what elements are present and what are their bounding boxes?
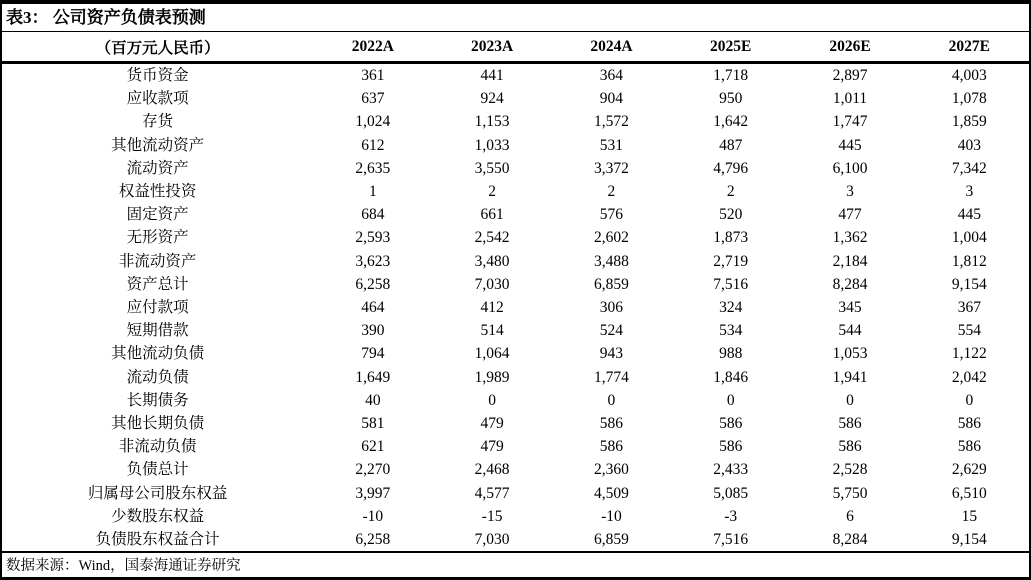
row-label: 应付款项	[126, 299, 189, 317]
column-header-2025e: 2025E	[671, 32, 790, 63]
value-cell: 943	[599, 345, 624, 363]
value-cell: 621	[361, 438, 385, 456]
value-cell: 514	[480, 322, 504, 340]
table-row	[2, 63, 1029, 88]
value-cell: 6,859	[593, 531, 629, 549]
balance-sheet-table	[2, 32, 1029, 551]
value-cell: 3	[965, 183, 974, 201]
value-cell: 4,509	[593, 484, 629, 502]
row-label: 负债总计	[126, 461, 189, 479]
value-cell: 2,593	[355, 229, 391, 247]
value-cell: 0	[965, 391, 974, 409]
value-cell: -15	[481, 507, 503, 525]
value-cell: 586	[957, 438, 981, 456]
value-cell: 1,747	[832, 113, 868, 131]
table-row	[2, 435, 1029, 458]
value-cell: 2	[726, 183, 735, 201]
value-cell: 306	[599, 299, 624, 317]
value-cell: 554	[957, 322, 981, 340]
value-cell: 464	[361, 299, 385, 317]
row-label: 少数股东权益	[111, 507, 205, 525]
table-row	[2, 505, 1029, 528]
value-cell: 576	[599, 206, 624, 224]
value-cell: 3,997	[355, 484, 391, 502]
value-cell: 2	[488, 183, 496, 201]
value-cell: 5,085	[713, 484, 749, 502]
value-cell: 1	[368, 183, 377, 201]
value-cell: 1,873	[713, 229, 749, 247]
value-cell: 0	[726, 391, 735, 409]
value-cell: 361	[361, 67, 385, 84]
value-cell: 6,258	[355, 275, 391, 293]
row-label: 其他长期负债	[111, 415, 205, 433]
value-cell: 390	[361, 322, 385, 340]
value-cell: 324	[719, 299, 743, 317]
value-cell: 2,719	[713, 252, 749, 270]
table-row	[2, 319, 1029, 342]
value-cell: 2,528	[832, 461, 868, 479]
value-cell: 479	[480, 438, 504, 456]
row-label: 固定资产	[126, 206, 189, 224]
value-cell: 534	[719, 322, 743, 340]
value-cell: 1,053	[832, 345, 868, 363]
value-cell: 7,516	[713, 275, 749, 293]
value-cell: 3	[846, 183, 854, 201]
table-row	[2, 342, 1029, 365]
value-cell: 7,030	[474, 531, 510, 549]
value-cell: 1,649	[355, 368, 391, 386]
value-cell: 581	[361, 415, 385, 433]
value-cell: 3,550	[474, 159, 510, 177]
table-row	[2, 157, 1029, 180]
value-cell: 3,480	[474, 252, 510, 270]
value-cell: -10	[362, 507, 384, 525]
value-cell: 7,516	[713, 531, 749, 549]
row-label: 应收款项	[126, 90, 189, 108]
value-cell: 586	[599, 438, 624, 456]
value-cell: 1,718	[713, 67, 749, 84]
value-cell: 364	[599, 67, 624, 84]
value-cell: 6,258	[355, 531, 391, 549]
value-cell: 794	[361, 345, 385, 363]
value-cell: 586	[838, 438, 862, 456]
value-cell: 586	[599, 415, 624, 433]
value-cell: 412	[480, 299, 504, 317]
value-cell: 3,488	[593, 252, 629, 270]
column-header-2022a: 2022A	[313, 32, 432, 63]
row-label: 无形资产	[126, 229, 189, 247]
value-cell: 3,623	[355, 252, 391, 270]
value-cell: 477	[838, 206, 862, 224]
value-cell: 6,859	[593, 275, 629, 293]
value-cell: 2,433	[713, 461, 749, 479]
row-label: 其他流动资产	[111, 136, 205, 154]
value-cell: 445	[957, 206, 981, 224]
value-cell: 586	[838, 415, 862, 433]
value-cell: 1,362	[832, 229, 868, 247]
value-cell: 15	[961, 507, 978, 525]
value-cell: 612	[361, 136, 385, 154]
value-cell: 8,284	[832, 531, 868, 549]
value-cell: 9,154	[951, 531, 987, 549]
value-cell: 487	[719, 136, 743, 154]
value-cell: 40	[365, 391, 381, 409]
value-cell: 2,184	[832, 252, 868, 270]
value-cell: 4,796	[713, 159, 749, 177]
value-cell: 1,989	[474, 368, 510, 386]
value-cell: 0	[846, 391, 854, 409]
value-cell: 345	[838, 299, 862, 317]
value-cell: 6,100	[832, 159, 868, 177]
row-label: 流动资产	[126, 159, 189, 177]
value-cell: 1,011	[832, 90, 868, 108]
value-cell: 1,153	[474, 113, 510, 131]
value-cell: 586	[957, 415, 981, 433]
table-row	[2, 366, 1029, 389]
value-cell: 2,897	[832, 67, 868, 84]
table-row	[2, 273, 1029, 296]
header-row	[2, 32, 1029, 63]
row-label: 资产总计	[126, 275, 189, 293]
value-cell: 1,572	[593, 113, 629, 131]
row-label: 其他流动负债	[111, 345, 205, 363]
unit-header: （百万元人民币）	[2, 32, 313, 63]
value-cell: 2	[607, 183, 616, 201]
value-cell: 1,064	[474, 345, 510, 363]
value-cell: 924	[480, 90, 504, 108]
value-cell: 4,003	[951, 67, 987, 84]
table-row	[2, 458, 1029, 481]
value-cell: 2,042	[951, 368, 987, 386]
row-label: 非流动资产	[118, 252, 197, 270]
value-cell: 988	[719, 345, 743, 363]
value-cell: 661	[480, 206, 504, 224]
table-row	[2, 250, 1029, 273]
row-label: 权益性投资	[118, 183, 197, 201]
value-cell: 9,154	[951, 275, 987, 293]
row-label: 非流动负债	[118, 438, 197, 456]
column-header-2027e: 2027E	[910, 32, 1029, 63]
value-cell: 2,360	[593, 461, 629, 479]
row-label: 流动负债	[126, 368, 189, 386]
table-row	[2, 180, 1029, 203]
value-cell: 6,510	[951, 484, 987, 502]
column-header-2024a: 2024A	[552, 32, 671, 63]
value-cell: 0	[488, 391, 496, 409]
row-label: 归属母公司股东权益	[87, 484, 228, 502]
row-label: 短期借款	[126, 322, 189, 340]
value-cell: 904	[599, 90, 624, 108]
row-label: 长期债务	[126, 391, 189, 409]
column-header-2023a: 2023A	[432, 32, 551, 63]
row-label: 货币资金	[126, 67, 189, 84]
value-cell: 479	[480, 415, 504, 433]
value-cell: 2,542	[474, 229, 510, 247]
value-cell: 3,372	[593, 159, 629, 177]
data-source-note: 数据来源：Wind，国泰海通证券研究	[2, 551, 1029, 579]
value-cell: 1,078	[951, 90, 987, 108]
value-cell: 950	[719, 90, 743, 108]
value-cell: 524	[599, 322, 624, 340]
value-cell: 586	[719, 438, 743, 456]
value-cell: 6	[846, 507, 854, 525]
value-cell: 2,270	[355, 461, 391, 479]
value-cell: 1,774	[593, 368, 629, 386]
value-cell: 1,024	[355, 113, 391, 131]
value-cell: 684	[361, 206, 385, 224]
column-header-2026e: 2026E	[790, 32, 909, 63]
table-row	[2, 134, 1029, 157]
value-cell: 544	[838, 322, 862, 340]
value-cell: 5,750	[832, 484, 868, 502]
value-cell: 7,030	[474, 275, 510, 293]
value-cell: 1,004	[951, 229, 987, 247]
value-cell: 2,635	[355, 159, 391, 177]
table-title: 表3： 公司资产负债表预测	[2, 4, 1029, 32]
value-cell: 1,033	[474, 136, 510, 154]
value-cell: 1,859	[951, 113, 987, 131]
table-row	[2, 226, 1029, 249]
table-row	[2, 412, 1029, 435]
value-cell: 8,284	[832, 275, 868, 293]
value-cell: 1,812	[951, 252, 987, 270]
value-cell: 0	[607, 391, 616, 409]
value-cell: 7,342	[951, 159, 987, 177]
value-cell: 2,468	[474, 461, 510, 479]
value-cell: 367	[957, 299, 981, 317]
table-row	[2, 528, 1029, 551]
table-row	[2, 296, 1029, 319]
value-cell: 1,642	[713, 113, 749, 131]
row-label: 存货	[142, 113, 174, 131]
value-cell: 586	[719, 415, 743, 433]
table-row	[2, 110, 1029, 133]
table-row	[2, 482, 1029, 505]
value-cell: 637	[361, 90, 385, 108]
value-cell: -10	[601, 507, 622, 525]
table-row	[2, 87, 1029, 110]
value-cell: -3	[724, 507, 738, 525]
row-label: 负债股东权益合计	[95, 531, 220, 549]
value-cell: 531	[599, 136, 624, 154]
value-cell: 520	[719, 206, 743, 224]
value-cell: 441	[480, 67, 504, 84]
value-cell: 1,941	[832, 368, 868, 386]
value-cell: 403	[957, 136, 981, 154]
value-cell: 4,577	[474, 484, 510, 502]
value-cell: 445	[838, 136, 862, 154]
value-cell: 1,846	[713, 368, 749, 386]
value-cell: 2,602	[593, 229, 629, 247]
table-row	[2, 203, 1029, 226]
table-row	[2, 389, 1029, 412]
value-cell: 2,629	[951, 461, 987, 479]
value-cell: 1,122	[951, 345, 987, 363]
